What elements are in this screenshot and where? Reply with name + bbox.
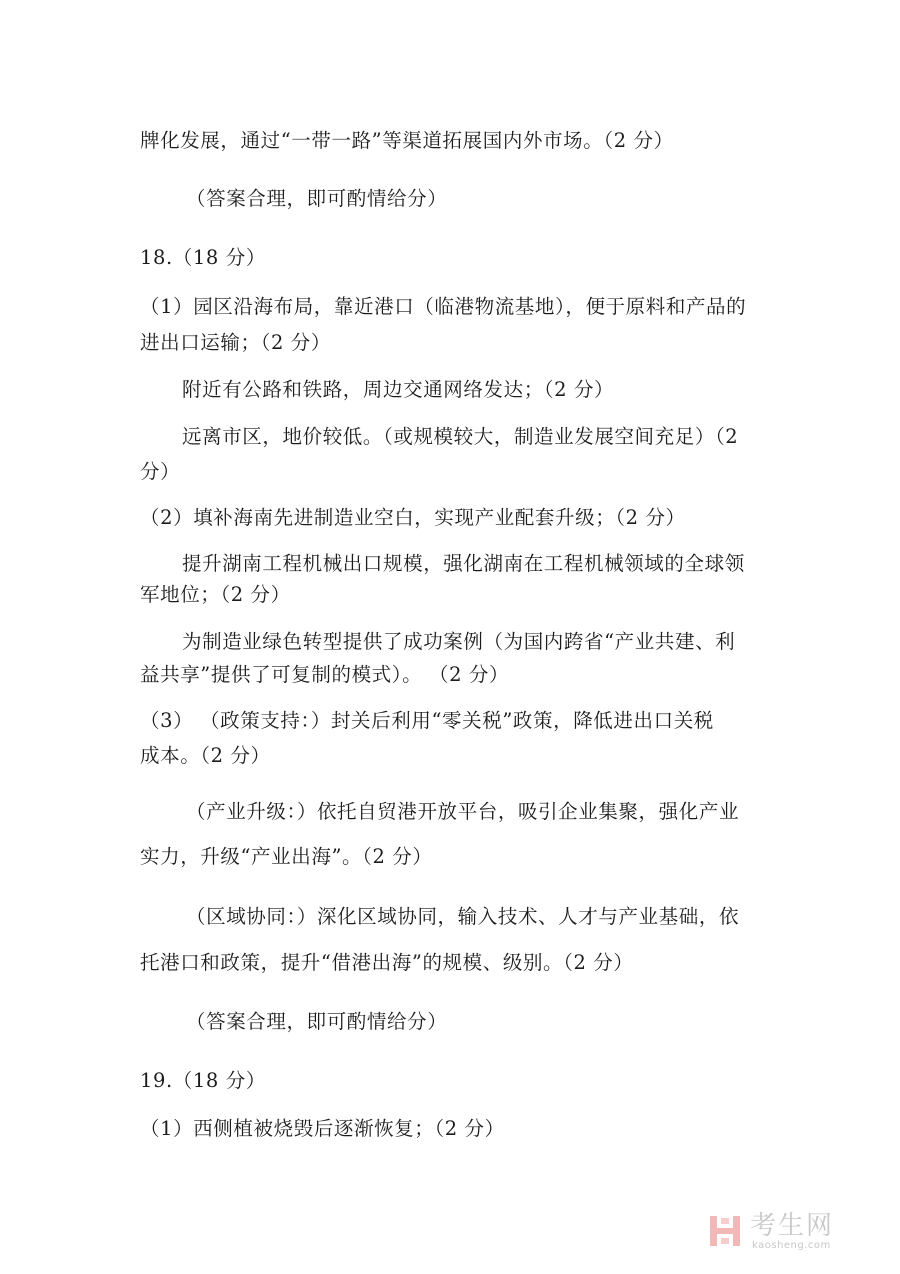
text-line: 附近有公路和铁路，周边交通网络发达；（2 分） (182, 378, 615, 401)
question-number: 18.（18 分） (140, 246, 266, 269)
text-line: 托港口和政策，提升“借港出海”的规模、级别。（2 分） (140, 951, 634, 974)
text-line: 益共享”提供了可复制的模式）。 （2 分） (140, 663, 510, 686)
text-line: 军地位；（2 分） (140, 583, 291, 606)
text-line: 进出口运输；（2 分） (140, 331, 331, 354)
text-line: （1）园区沿海布局，靠近港口（临港物流基地），便于原料和产品的 (140, 295, 747, 318)
text-line: 牌化发展，通过“一带一路”等渠道拓展国内外市场。（2 分） (140, 129, 674, 152)
text-line: （产业升级：）依托自贸港开放平台，吸引企业集聚，强化产业 (186, 800, 740, 823)
text-line: 为制造业绿色转型提供了成功案例（为国内跨省“产业共建、利 (182, 630, 736, 653)
question-number: 19.（18 分） (140, 1069, 266, 1092)
text-line: （答案合理，即可酌情给分） (186, 1010, 448, 1033)
kaosheng-logo-icon (708, 1214, 742, 1248)
text-line: （1）西侧植被烧毁后逐渐恢复；（2 分） (140, 1117, 505, 1140)
watermark-name: 考生网 (750, 1211, 835, 1241)
text-line: 实力，升级“产业出海”。（2 分） (140, 845, 433, 868)
text-line: （答案合理，即可酌情给分） (186, 187, 448, 210)
text-line: 提升湖南工程机械出口规模，强化湖南在工程机械领域的全球领 (182, 552, 745, 575)
watermark (708, 1212, 878, 1252)
text-line: 成本。（2 分） (140, 744, 271, 767)
text-line: 远离市区，地价较低。（或规模较大，制造业发展空间充足）（2 (182, 425, 739, 448)
watermark-domain: kaosheng.com (752, 1240, 831, 1251)
text-line: （3） （政策支持：）封关后利用“零关税”政策，降低进出口关税 (140, 709, 714, 732)
text-line: （2）填补海南先进制造业空白，实现产业配套升级；（2 分） (140, 506, 686, 529)
text-line: 分） (140, 460, 181, 483)
text-line: （区域协同：）深化区域协同，输入技术、人才与产业基础，依 (186, 905, 740, 928)
